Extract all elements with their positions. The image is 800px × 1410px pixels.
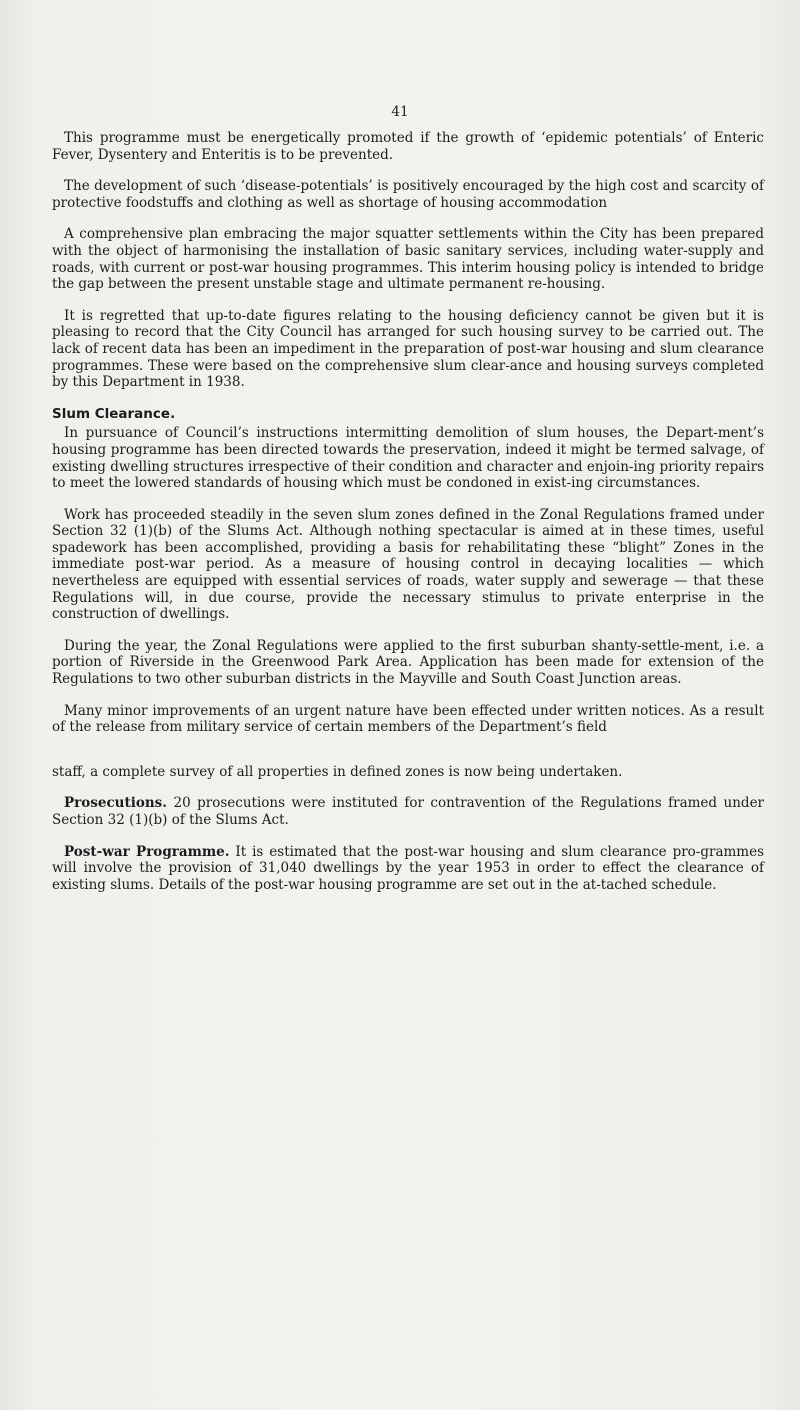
paragraph-slum-zones: Work has proceeded steadily in the seven slum zones defined in the Zonal Regulations framed under Section 32 (1)(b) of the Slums Act. Although nothing spectacular is aimed at in these times, useful spadework has been accomplished, providing a basis for rehabilitating these “blight” Zones in the immediate post-war period. As a measure of housing control in decaying localities — which nevertheless are equipped with essential services of roads, water supply and sewerage — that these Regulations will, in due course, provide the necessary stimulus to private enterprise in the construction of dwellings. (52, 506, 764, 623)
post-war-label: Post-war Programme. (64, 843, 230, 860)
page-number: 41 (391, 104, 409, 120)
paragraph-housing-programme: In pursuance of Council’s instructions intermitting demolition of slum houses, the Depart-ment’s housing programme has been directed towards the preservation, indeed it might be termed salvage, of existing dwelling structures irrespective of their condition and character and enjoin-ing priority repairs to meet the lowered standards of housing which must be condoned in exist-ing circumstances. (52, 425, 764, 492)
prosecutions-label: Prosecutions. (64, 795, 167, 812)
paragraph-zonal-regulations: During the year, the Zonal Regulations were applied to the first suburban shanty-settle-ment, i.e. a portion of Riverside in the Greenwood Park Area. Application has been made for extension of the Regulations to two other suburban districts in the Mayville and South Coast Junction areas. (52, 637, 764, 688)
prosecutions-text: 20 prosecutions were instituted for contravention of the Regulations framed under Section 32 (1)(b) of the Slums Act. (52, 795, 765, 828)
slum-clearance-heading: Slum Clearance. (52, 405, 176, 422)
paragraph-survey-staff: staff, a complete survey of all properties in defined zones is now being undertaken. (52, 763, 623, 780)
body-text (52, 130, 764, 908)
paragraph-epidemic-potentials: This programme must be energetically promoted if the growth of ‘epidemic potentials’ of Enteric Fever, Dysentery and Enteritis is to be prevented. (52, 130, 764, 163)
paragraph-post-war-programme (52, 844, 764, 894)
paragraph-comprehensive-plan: A comprehensive plan embracing the major squatter settlements within the City has been prepared with the object of harmonising the installation of basic sanitary services, including water-supply and roads, with current or post-war housing programmes. This interim housing policy is intended to bridge the gap between the present unstable stage and ultimate permanent re-housing. (52, 226, 764, 293)
paragraph-housing-survey: It is regretted that up-to-date figures relating to the housing deficiency cannot be given but it is pleasing to record that the City Council has arranged for such housing survey to be carried out. The lack of recent data has been an impediment in the preparation of post-war housing and slum clearance programmes. These were based on the comprehensive slum clear-ance and housing surveys completed by this Department in 1938. (52, 307, 764, 391)
paragraph-minor-improvements: Many minor improvements of an urgent nature have been effected under written notices. As a result of the release from military service of certain members of the Department’s field (52, 702, 764, 736)
post-war-text: It is estimated that the post-war housing and slum clearance pro-grammes will involve the provision of 31,040 dwellings by the year 1953 in order to effect the clearance of existing slums. Details of the post-war housing programme are set out in the at-tached schedule. (52, 843, 765, 893)
paragraph-disease-potentials: The development of such ‘disease-potentials’ is positively encouraged by the high cost and scarcity of protective foodstuffs and clothing as well as shortage of housing accommodation (52, 178, 764, 211)
paragraph-prosecutions (52, 795, 764, 828)
